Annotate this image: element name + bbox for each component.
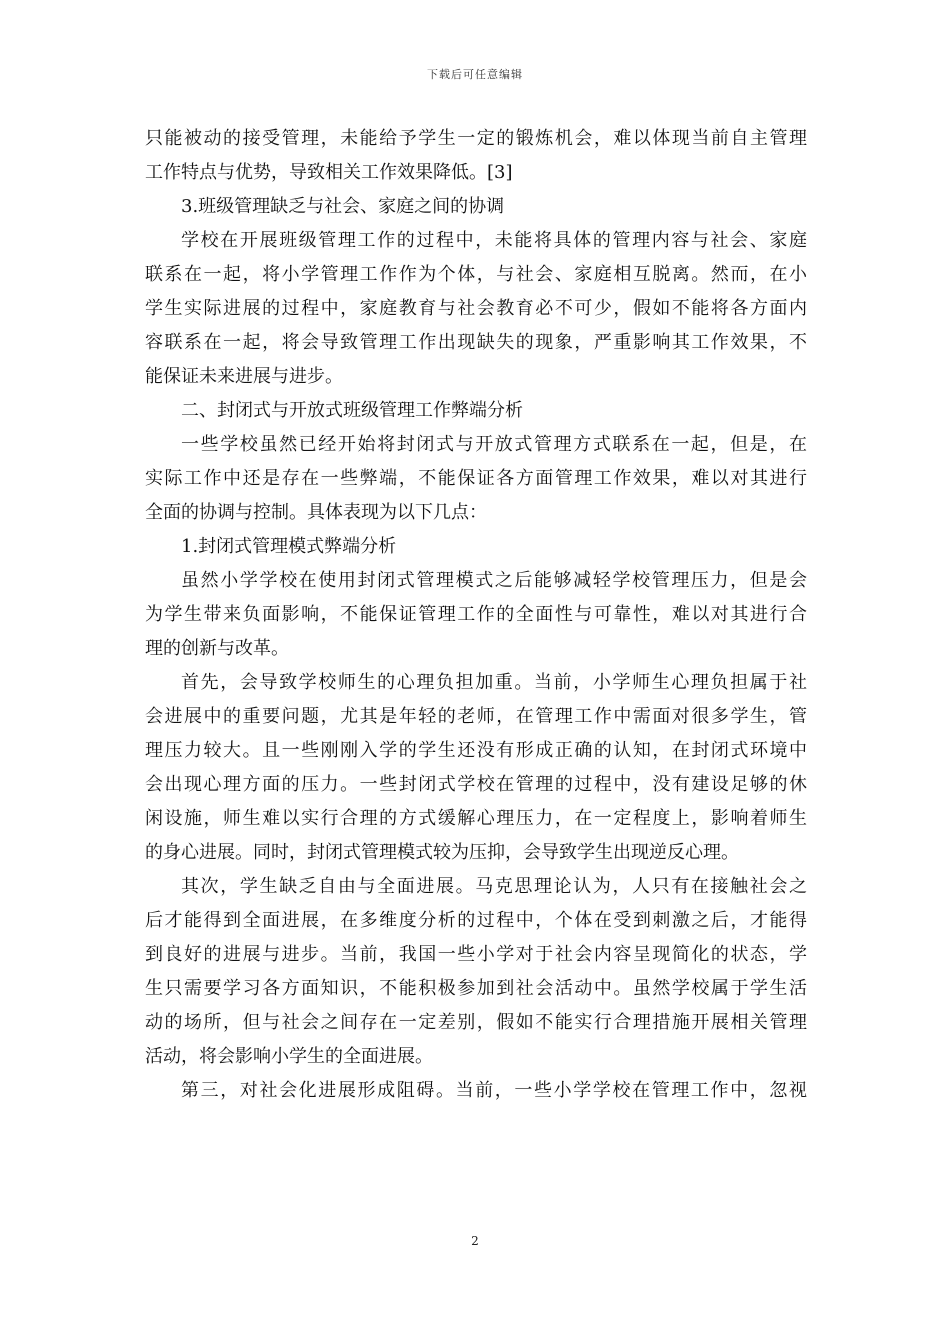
text-line: 实际工作中还是存在一些弊端，不能保证各方面管理工作效果，难以对其进行 — [145, 468, 807, 489]
page-number: 2 — [471, 1234, 479, 1248]
text-line: 生只需要学习各方面知识，不能积极参加到社会活动中。虽然学校属于学生活 — [145, 978, 807, 999]
text-line: 第三，对社会化进展形成阻碍。当前，一些小学学校在管理工作中，忽视 — [181, 1080, 807, 1101]
text-line: 活动，将会影响小学生的全面进展。 — [145, 1046, 433, 1067]
text-line: 动的场所，但与社会之间存在一定差别，假如不能实行合理措施开展相关管理 — [145, 1012, 807, 1033]
text-line: 一些学校虽然已经开始将封闭式与开放式管理方式联系在一起，但是，在 — [181, 434, 807, 455]
text-line: 会进展中的重要问题，尤其是年轻的老师，在管理工作中需面对很多学生，管 — [145, 706, 807, 727]
text-line: 能保证未来进展与进步。 — [145, 366, 343, 387]
text-line: 容联系在一起，将会导致管理工作出现缺失的现象，严重影响其工作效果，不 — [145, 332, 807, 353]
text-line: 联系在一起，将小学管理工作作为个体，与社会、家庭相互脱离。然而，在小 — [145, 264, 807, 285]
text-line: 会出现心理方面的压力。一些封闭式学校在管理的过程中，没有建设足够的休 — [145, 774, 807, 795]
text-line: 闲设施，师生难以实行合理的方式缓解心理压力，在一定程度上，影响着师生 — [145, 808, 807, 829]
text-line: 学生实际进展的过程中，家庭教育与社会教育必不可少，假如不能将各方面内 — [145, 298, 807, 319]
text-line: 虽然小学学校在使用封闭式管理模式之后能够减轻学校管理压力，但是会 — [181, 570, 807, 591]
text-line: 只能被动的接受管理，未能给予学生一定的锻炼机会，难以体现当前自主管理 — [145, 128, 807, 149]
text-line: 其次，学生缺乏自由与全面进展。马克思理论认为，人只有在接触社会之 — [181, 876, 807, 897]
text-line: 到良好的进展与进步。当前，我国一些小学对于社会内容呈现简化的状态，学 — [145, 944, 807, 965]
text-line: 为学生带来负面影响，不能保证管理工作的全面性与可靠性，难以对其进行合 — [145, 604, 807, 625]
text-line: 二、封闭式与开放式班级管理工作弊端分析 — [181, 400, 523, 421]
text-line: 理压力较大。且一些刚刚入学的学生还没有形成正确的认知，在封闭式环境中 — [145, 740, 807, 761]
text-line: 全面的协调与控制。具体表现为以下几点： — [145, 502, 487, 523]
text-line: 的身心进展。同时，封闭式管理模式较为压抑，会导致学生出现逆反心理。 — [145, 842, 739, 863]
text-line: 首先，会导致学校师生的心理负担加重。当前，小学师生心理负担属于社 — [181, 672, 807, 693]
text-line: 后才能得到全面进展，在多维度分析的过程中，个体在受到刺激之后，才能得 — [145, 910, 807, 931]
text-line: 工作特点与优势，导致相关工作效果降低。[3] — [145, 162, 513, 183]
text-line: 3.班级管理缺乏与社会、家庭之间的协调 — [181, 196, 505, 217]
document-body — [145, 122, 807, 1108]
text-line: 学校在开展班级管理工作的过程中，未能将具体的管理内容与社会、家庭 — [181, 230, 807, 251]
text-line: 1.封闭式管理模式弊端分析 — [181, 536, 397, 557]
text-line: 理的创新与改革。 — [145, 638, 289, 659]
page-header: 下载后可任意编辑 — [427, 68, 523, 81]
